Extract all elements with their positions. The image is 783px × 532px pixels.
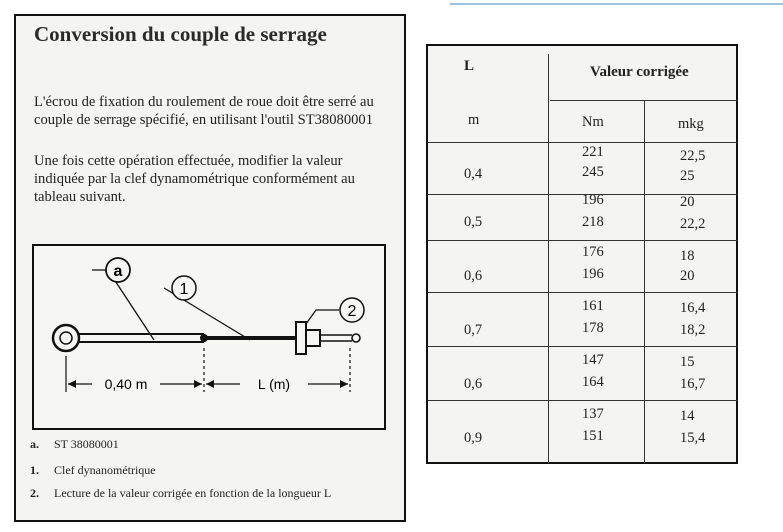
row-nm-value: 196 — [582, 266, 604, 282]
legend-key: a. — [30, 437, 39, 451]
row-nm-value: 161 — [582, 298, 604, 314]
tool-flange — [296, 322, 306, 354]
row-nm-value: 176 — [582, 244, 604, 260]
row-nm-value: 151 — [582, 428, 604, 444]
legend-item-1 — [30, 463, 156, 477]
row-l-value: 0,5 — [464, 214, 483, 230]
row-l-value: 0,6 — [464, 376, 483, 392]
correction-table — [426, 44, 738, 464]
callout-a: a — [113, 263, 123, 280]
tool-nut — [352, 334, 360, 342]
legend-item-a — [30, 437, 119, 451]
row-mkg-value: 14 — [680, 408, 695, 424]
row-nm-value: 221 — [582, 144, 604, 160]
table-header-bottom — [428, 142, 738, 143]
row-mkg-value: 25 — [680, 168, 695, 184]
torque-wrench-illustration — [34, 246, 384, 428]
row-nm-value: 178 — [582, 320, 604, 336]
tool-body — [306, 330, 320, 346]
paragraph-tightening: L'écrou de fixation du roulement de roue doit être serré au couple de serrage spécifié, en utilisant l'outil ST38080001 — [34, 94, 374, 128]
wrench-ring-end — [53, 325, 79, 351]
wrench-diagram — [32, 244, 386, 430]
row-divider — [428, 240, 738, 241]
row-l-value: 0,9 — [464, 430, 483, 446]
legend-item-2 — [30, 486, 380, 500]
leader-2 — [306, 310, 339, 324]
legend-text: Clef dynanométrique — [54, 463, 156, 477]
section-title: Conversion du couple de serrage — [34, 22, 327, 46]
row-nm-value: 164 — [582, 374, 604, 390]
table-header-divider — [550, 100, 738, 101]
callout-1: 1 — [179, 281, 189, 298]
row-l-value: 0,7 — [464, 322, 483, 338]
dim-arrow-right — [340, 380, 348, 388]
header-l: L — [464, 58, 475, 74]
row-mkg-value: 15 — [680, 354, 695, 370]
row-nm-value: 196 — [582, 192, 604, 208]
unit-nm: Nm — [582, 114, 604, 130]
header-valeur-corrigee: Valeur corrigée — [590, 64, 689, 80]
legend-text: ST 38080001 — [54, 437, 119, 451]
row-mkg-value: 16,7 — [680, 376, 706, 392]
table-col-divider — [548, 54, 549, 464]
row-nm-value: 147 — [582, 352, 604, 368]
unit-mkg: mkg — [678, 116, 704, 132]
dimension-l: L (m) — [257, 376, 291, 392]
legend-key: 2. — [30, 486, 39, 500]
row-nm-value: 245 — [582, 164, 604, 180]
dim-arrow-mid-left — [194, 380, 202, 388]
table-col-divider — [644, 100, 645, 464]
row-mkg-value: 20 — [680, 268, 695, 284]
paragraph-correction: Une fois cette opération effectuée, modifier la valeur indiquée par la clef dynamométrique conformément au tableau suivant. — [34, 153, 355, 205]
row-divider — [428, 400, 738, 401]
wrench-ring-inner — [60, 332, 72, 344]
instructions-panel — [14, 14, 406, 522]
row-mkg-value: 18,2 — [680, 322, 706, 338]
callout-2: 2 — [347, 303, 357, 320]
top-accent-line — [450, 3, 783, 5]
row-mkg-value: 15,4 — [680, 430, 706, 446]
row-nm-value: 137 — [582, 406, 604, 422]
row-mkg-value: 18 — [680, 248, 695, 264]
dimension-0-40m: 0,40 m — [104, 376, 148, 392]
legend-text: Lecture de la valeur corrigée en fonction de la longueur L — [54, 486, 332, 500]
row-divider — [428, 292, 738, 293]
row-mkg-value: 16,4 — [680, 300, 706, 316]
row-l-value: 0,4 — [464, 166, 483, 182]
legend-key: 1. — [30, 463, 39, 477]
unit-l: m — [468, 112, 480, 128]
dim-arrow-left — [68, 380, 76, 388]
row-divider — [428, 346, 738, 347]
row-nm-value: 218 — [582, 214, 604, 230]
row-mkg-value: 22,5 — [680, 148, 706, 164]
row-mkg-value: 22,2 — [680, 216, 706, 232]
row-mkg-value: 20 — [680, 194, 695, 210]
dim-arrow-mid-right — [206, 380, 214, 388]
row-l-value: 0,6 — [464, 268, 483, 284]
